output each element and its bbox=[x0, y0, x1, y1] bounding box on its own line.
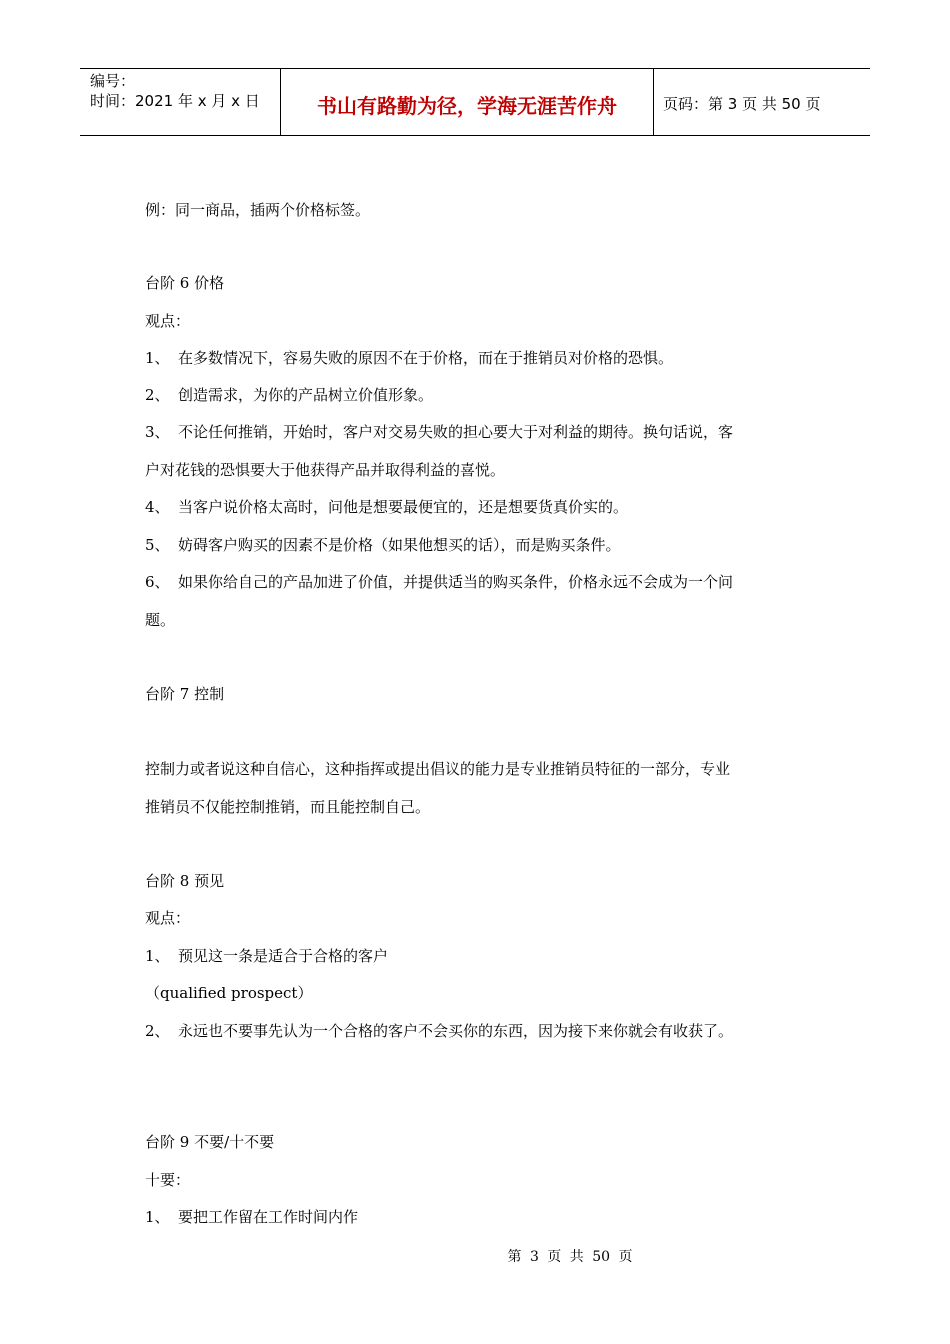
step6-item-1 bbox=[145, 348, 673, 368]
item-text: 如果你给自己的产品加进了价值，并提供适当的购买条件，价格永远不会成为一个问 bbox=[178, 573, 734, 591]
item-text: 不论任何推销，开始时，客户对交易失败的担心要大于对利益的期待。换句话说，客 bbox=[178, 423, 734, 441]
example-line: 例：同一商品，插两个价格标签。 bbox=[145, 201, 371, 219]
step8-title: 台阶 8 预见 bbox=[145, 872, 225, 890]
step7-paragraph-line-2: 推销员不仅能控制推销，而且能控制自己。 bbox=[145, 798, 431, 816]
item-number: 4、 bbox=[145, 498, 170, 516]
step6-item-3 bbox=[145, 422, 733, 442]
item-number: 1、 bbox=[145, 1208, 170, 1226]
item-text: 要把工作留在工作时间内作 bbox=[178, 1208, 359, 1226]
step6-title: 台阶 6 价格 bbox=[145, 274, 225, 292]
step6-item-3-continued: 户对花钱的恐惧要大于他获得产品并取得利益的喜悦。 bbox=[145, 461, 506, 479]
step6-item-6 bbox=[145, 572, 733, 592]
item-text: 妨碍客户购买的因素不是价格（如果他想买的话），而是购买条件。 bbox=[178, 536, 621, 554]
item-text: 当客户说价格太高时，问他是想要最便宜的，还是想要货真价实的。 bbox=[178, 498, 629, 516]
page-footer: 第 3 页 共 50 页 bbox=[507, 1249, 633, 1265]
header-number-label: 编号： bbox=[90, 72, 136, 90]
item-number: 5、 bbox=[145, 536, 170, 554]
header-meta bbox=[80, 69, 281, 135]
step6-item-6-continued: 题。 bbox=[145, 611, 176, 629]
item-number: 1、 bbox=[145, 349, 170, 367]
item-number: 3、 bbox=[145, 423, 170, 441]
item-number: 6、 bbox=[145, 573, 170, 591]
header-time-label: 时间：2021 年 x 月 x 日 bbox=[90, 92, 260, 110]
step8-item-1-english: （qualified prospect） bbox=[145, 984, 313, 1002]
step9-subtitle: 十要： bbox=[145, 1171, 191, 1189]
step6-item-4 bbox=[145, 497, 628, 517]
step7-title: 台阶 7 控制 bbox=[145, 685, 225, 703]
item-text: 在多数情况下，容易失败的原因不在于价格，而在于推销员对价格的恐惧。 bbox=[178, 349, 674, 367]
item-number: 2、 bbox=[145, 386, 170, 404]
step7-paragraph-line-1: 控制力或者说这种自信心，这种指挥或提出倡议的能力是专业推销员特征的一部分，专业 bbox=[145, 760, 731, 778]
step8-item-2 bbox=[145, 1021, 733, 1041]
step8-item-1 bbox=[145, 946, 388, 966]
header-page-info: 页码：第 3 页 共 50 页 bbox=[663, 94, 821, 113]
step8-view-label: 观点： bbox=[145, 909, 191, 927]
item-text: 永远也不要事先认为一个合格的客户不会买你的东西，因为接下来你就会有收获了。 bbox=[178, 1022, 734, 1040]
header-motto: 书山有路勤为径，学海无涯苦作舟 bbox=[281, 69, 654, 135]
step9-item-1 bbox=[145, 1207, 358, 1227]
step6-view-label: 观点： bbox=[145, 312, 191, 330]
item-text: 预见这一条是适合于合格的客户 bbox=[178, 947, 389, 965]
page-header bbox=[80, 68, 870, 136]
item-text: 创造需求，为你的产品树立价值形象。 bbox=[178, 386, 434, 404]
step6-item-5 bbox=[145, 535, 621, 555]
step9-title: 台阶 9 不要/十不要 bbox=[145, 1133, 275, 1151]
item-number: 1、 bbox=[145, 947, 170, 965]
item-number: 2、 bbox=[145, 1022, 170, 1040]
step6-item-2 bbox=[145, 385, 433, 405]
